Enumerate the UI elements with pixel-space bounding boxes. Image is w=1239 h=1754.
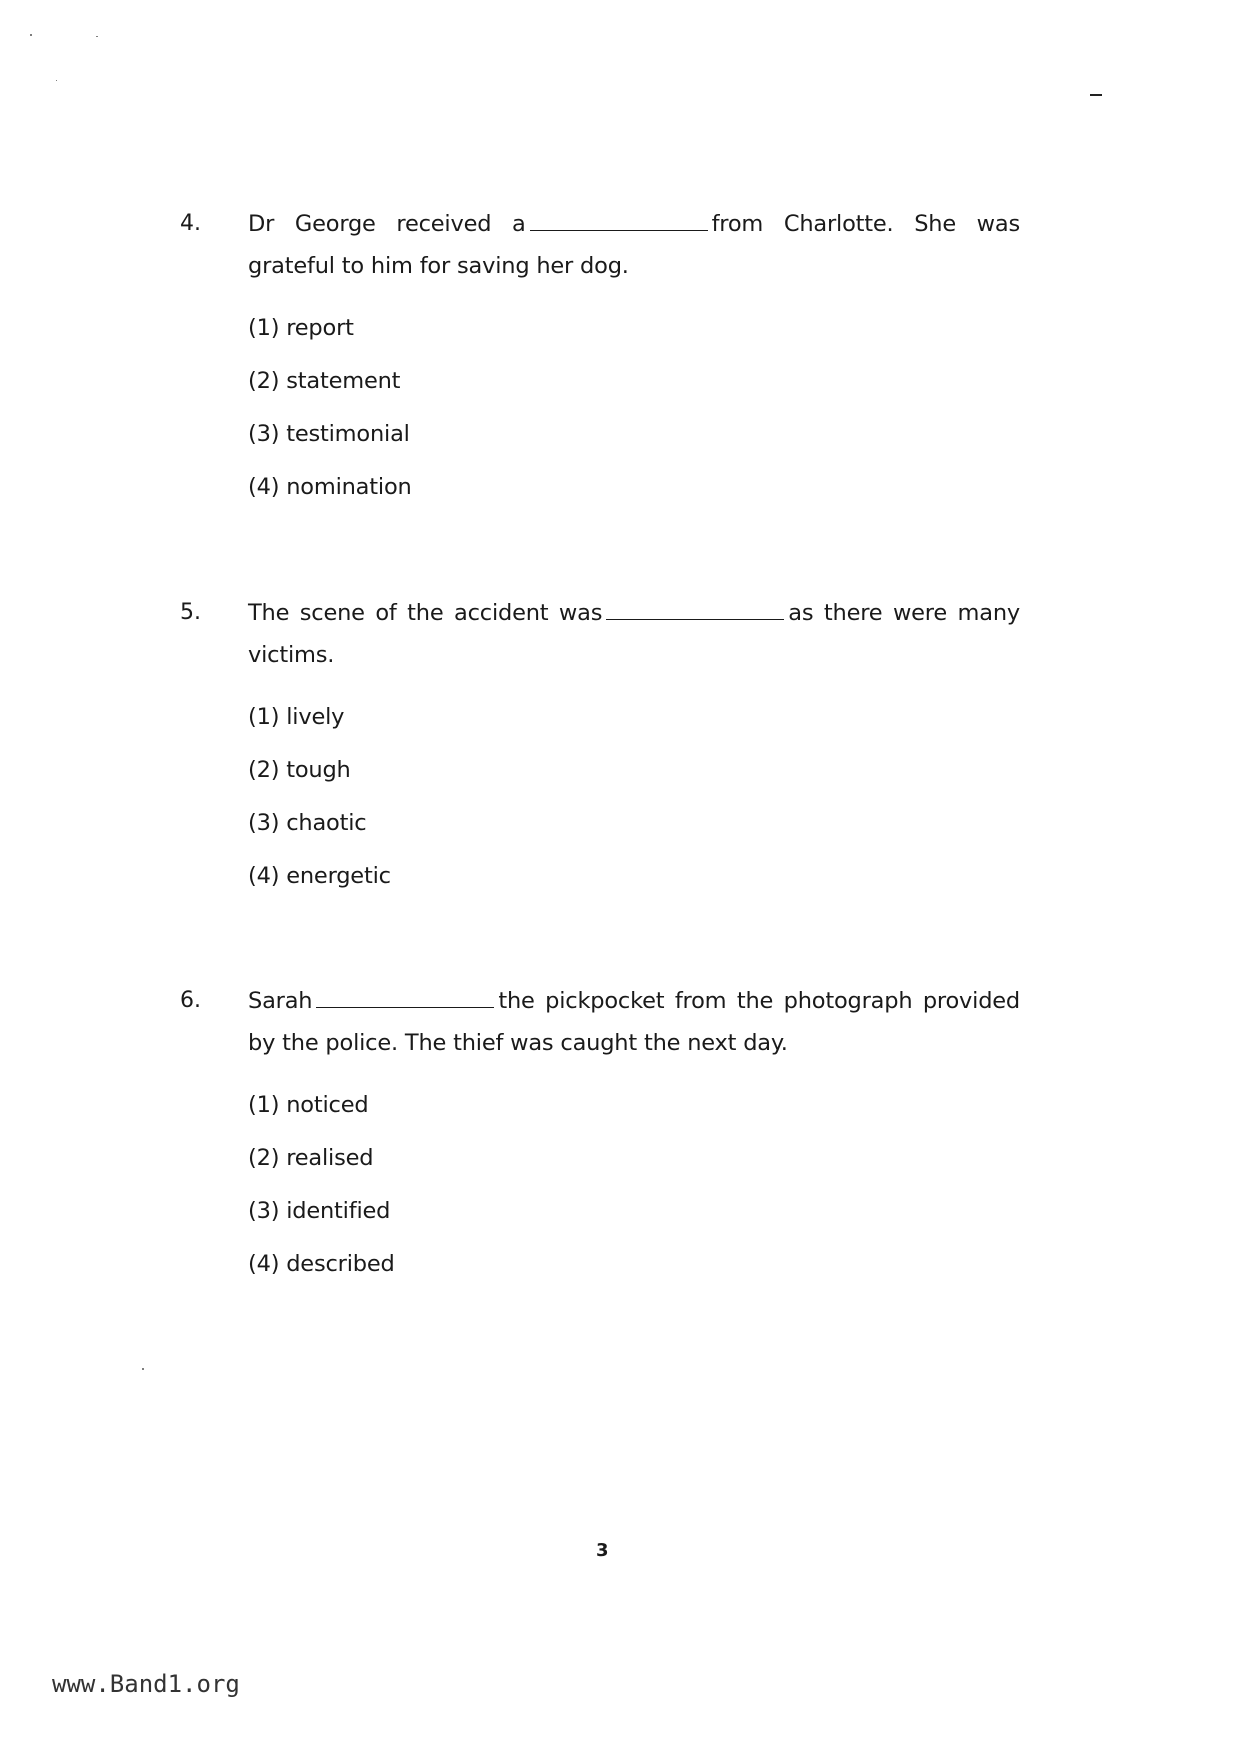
option-list (248, 704, 1020, 889)
answer-blank (606, 593, 784, 620)
option-2: (2) tough (248, 757, 351, 783)
option-1: (1) report (248, 315, 354, 341)
option-1: (1) lively (248, 704, 345, 730)
question-text-before: Dr George received a (248, 211, 526, 237)
question-number: 6. (180, 988, 201, 1013)
answer-blank (316, 981, 494, 1008)
question-4 (180, 203, 1020, 527)
scan-mark (1090, 94, 1102, 96)
option-list (248, 1092, 1020, 1277)
scan-speck (56, 80, 57, 81)
scan-speck (30, 34, 32, 36)
option-3: (3) identified (248, 1198, 391, 1224)
option-3: (3) chaotic (248, 810, 367, 836)
option-list (248, 315, 1020, 500)
question-number: 4. (180, 211, 201, 236)
question-body (248, 980, 1020, 1277)
question-text-after: as there were many victims. (248, 600, 1020, 668)
answer-blank (530, 204, 708, 231)
footer-url: www.Band1.org (52, 1670, 240, 1698)
question-5 (180, 592, 1020, 916)
scan-speck (96, 36, 98, 37)
question-body (248, 203, 1020, 500)
option-3: (3) testimonial (248, 421, 410, 447)
question-text-before: The scene of the accident was (248, 600, 603, 626)
question-text-after: the pickpocket from the photograph provided by the police. The thief was caught the next day. (248, 988, 1020, 1056)
question-text (248, 203, 1020, 287)
question-6 (180, 980, 1020, 1304)
question-text-after: from Charlotte. She was grateful to him for saving her dog. (248, 211, 1020, 279)
option-4: (4) nomination (248, 474, 412, 500)
option-4: (4) energetic (248, 863, 391, 889)
page-number: 3 (596, 1540, 609, 1561)
question-text-before: Sarah (248, 988, 313, 1014)
question-text (248, 592, 1020, 676)
question-number: 5. (180, 600, 201, 625)
option-2: (2) statement (248, 368, 401, 394)
option-4: (4) described (248, 1251, 395, 1277)
option-1: (1) noticed (248, 1092, 369, 1118)
scan-speck (142, 1368, 144, 1370)
question-text (248, 980, 1020, 1064)
option-2: (2) realised (248, 1145, 374, 1171)
question-body (248, 592, 1020, 889)
